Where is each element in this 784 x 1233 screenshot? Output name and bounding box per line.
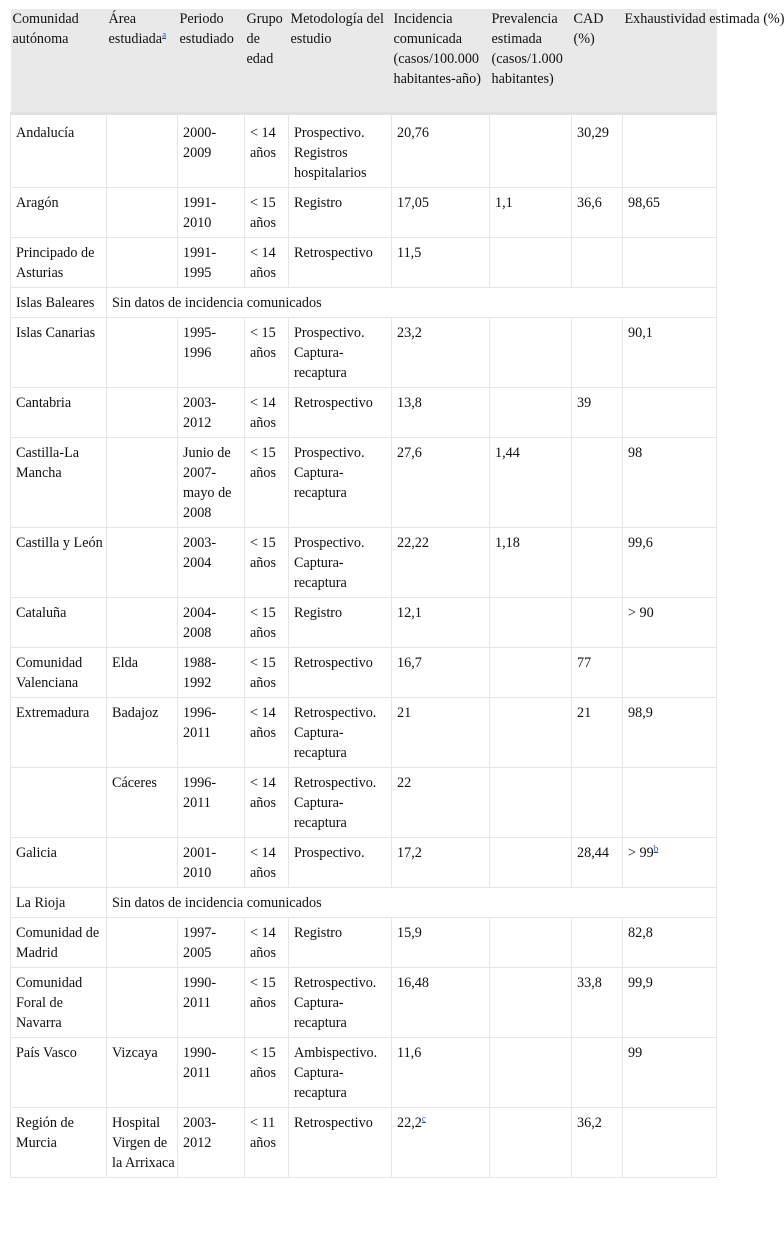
cell-periodo: 1997-2005 bbox=[178, 918, 245, 968]
table-row bbox=[11, 648, 717, 698]
cell-prevalencia bbox=[490, 768, 572, 838]
cell-exhaustividad bbox=[623, 114, 717, 188]
cell-edad: < 15 años bbox=[245, 968, 289, 1038]
cell-edad: < 14 años bbox=[245, 918, 289, 968]
cell-edad: < 14 años bbox=[245, 698, 289, 768]
cell-incidencia: 11,6 bbox=[392, 1038, 490, 1108]
footnote-link-c[interactable]: c bbox=[421, 1113, 426, 1124]
cell-incidencia: 11,5 bbox=[392, 238, 490, 288]
cell-area bbox=[107, 114, 178, 188]
cell-prevalencia bbox=[490, 918, 572, 968]
table-row bbox=[11, 318, 717, 388]
cell-area: Cáceres bbox=[107, 768, 178, 838]
cell-area bbox=[107, 968, 178, 1038]
cell-edad: < 15 años bbox=[245, 188, 289, 238]
cell-exhaustividad: 99 bbox=[623, 1038, 717, 1108]
table-body bbox=[11, 114, 717, 1178]
cell-incidencia: 17,2 bbox=[392, 838, 490, 888]
cell-area bbox=[107, 438, 178, 528]
cell-comunidad bbox=[11, 768, 107, 838]
cell-comunidad: Comunidad de Madrid bbox=[11, 918, 107, 968]
cell-cad bbox=[572, 1038, 623, 1108]
cell-incidencia: 13,8 bbox=[392, 388, 490, 438]
header-edad: Grupo de edad bbox=[245, 9, 289, 114]
cell-comunidad: La Rioja bbox=[11, 888, 107, 918]
table-row bbox=[11, 288, 717, 318]
cell-prevalencia bbox=[490, 698, 572, 768]
cell-area bbox=[107, 918, 178, 968]
cell-edad: < 14 años bbox=[245, 838, 289, 888]
cell-exhaustividad: 98,65 bbox=[623, 188, 717, 238]
cell-edad: < 15 años bbox=[245, 528, 289, 598]
cell-metodologia: Retrospectivo bbox=[289, 648, 392, 698]
table-row bbox=[11, 1108, 717, 1178]
cell-comunidad: Principado de Asturias bbox=[11, 238, 107, 288]
cell-edad: < 15 años bbox=[245, 648, 289, 698]
cell-prevalencia: 1,44 bbox=[490, 438, 572, 528]
cell-cad: 77 bbox=[572, 648, 623, 698]
cell-prevalencia bbox=[490, 1108, 572, 1178]
cell-incidencia: 20,76 bbox=[392, 114, 490, 188]
table-row bbox=[11, 968, 717, 1038]
header-cad: CAD (%) bbox=[572, 9, 623, 114]
table-row bbox=[11, 838, 717, 888]
cell-comunidad: Región de Murcia bbox=[11, 1108, 107, 1178]
header-row bbox=[11, 9, 717, 114]
cell-edad: < 14 años bbox=[245, 388, 289, 438]
header-exhaustividad: Exhaustividad estimada (%) bbox=[623, 9, 717, 114]
cell-exhaustividad: 99,6 bbox=[623, 528, 717, 598]
cell-cad bbox=[572, 438, 623, 528]
cell-comunidad: Comunidad Foral de Navarra bbox=[11, 968, 107, 1038]
cell-exhaustividad bbox=[623, 238, 717, 288]
cell-cad: 21 bbox=[572, 698, 623, 768]
header-incidencia: Incidencia comunicada (casos/100.000 habitantes-año) bbox=[392, 9, 490, 114]
cell-prevalencia bbox=[490, 238, 572, 288]
cell-metodologia: Prospectivo. Captura-recaptura bbox=[289, 318, 392, 388]
cell-prevalencia bbox=[490, 648, 572, 698]
cell-prevalencia: 1,18 bbox=[490, 528, 572, 598]
cell-comunidad: Andalucía bbox=[11, 114, 107, 188]
cell-prevalencia bbox=[490, 598, 572, 648]
cell-edad: < 14 años bbox=[245, 114, 289, 188]
header-prevalencia: Prevalencia estimada (casos/1.000 habitantes) bbox=[490, 9, 572, 114]
cell-edad: < 15 años bbox=[245, 598, 289, 648]
header-periodo: Periodo estudiado bbox=[178, 9, 245, 114]
cell-incidencia: 23,2 bbox=[392, 318, 490, 388]
cell-no-data: Sin datos de incidencia comunicados bbox=[107, 888, 717, 918]
cell-area bbox=[107, 388, 178, 438]
cell-prevalencia bbox=[490, 838, 572, 888]
cell-incidencia: 16,7 bbox=[392, 648, 490, 698]
cell-prevalencia bbox=[490, 318, 572, 388]
cell-periodo: 1996-2011 bbox=[178, 698, 245, 768]
header-comunidad: Comunidad autónoma bbox=[11, 9, 107, 114]
cell-edad: < 15 años bbox=[245, 1038, 289, 1108]
cell-periodo: 2003-2004 bbox=[178, 528, 245, 598]
cell-incidencia: 15,9 bbox=[392, 918, 490, 968]
cell-area bbox=[107, 528, 178, 598]
header-metodologia: Metodología del estudio bbox=[289, 9, 392, 114]
cell-metodologia: Prospectivo. Registros hospitalarios bbox=[289, 114, 392, 188]
cell-comunidad: Islas Canarias bbox=[11, 318, 107, 388]
cell-cad bbox=[572, 598, 623, 648]
cell-cad: 28,44 bbox=[572, 838, 623, 888]
cell-metodologia: Prospectivo. bbox=[289, 838, 392, 888]
cell-area bbox=[107, 598, 178, 648]
table-row bbox=[11, 438, 717, 528]
cell-periodo: 1991-2010 bbox=[178, 188, 245, 238]
cell-metodologia: Retrospectivo bbox=[289, 1108, 392, 1178]
cell-exhaustividad: 82,8 bbox=[623, 918, 717, 968]
cell-incidencia: 17,05 bbox=[392, 188, 490, 238]
table-row bbox=[11, 114, 717, 188]
cell-area: Vizcaya bbox=[107, 1038, 178, 1108]
table-row bbox=[11, 888, 717, 918]
table-row bbox=[11, 768, 717, 838]
cell-comunidad: Comunidad Valenciana bbox=[11, 648, 107, 698]
cell-periodo: 2003-2012 bbox=[178, 1108, 245, 1178]
footnote-link-a[interactable]: a bbox=[162, 29, 167, 40]
cell-incidencia: 12,1 bbox=[392, 598, 490, 648]
cell-edad: < 14 años bbox=[245, 238, 289, 288]
cell-cad: 33,8 bbox=[572, 968, 623, 1038]
cell-comunidad: Aragón bbox=[11, 188, 107, 238]
header-area: Área estudiada$^a$ bbox=[107, 9, 178, 114]
cell-periodo: 2003-2012 bbox=[178, 388, 245, 438]
cell-area: Badajoz bbox=[107, 698, 178, 768]
cell-comunidad: Cantabria bbox=[11, 388, 107, 438]
cell-edad: < 15 años bbox=[245, 438, 289, 528]
cell-periodo: 1990-2011 bbox=[178, 1038, 245, 1108]
cell-metodologia: Registro bbox=[289, 598, 392, 648]
cell-periodo: 1995-1996 bbox=[178, 318, 245, 388]
cell-exhaustividad bbox=[623, 648, 717, 698]
cell-cad bbox=[572, 318, 623, 388]
cell-edad: < 15 años bbox=[245, 318, 289, 388]
cell-exhaustividad: > 90 bbox=[623, 598, 717, 648]
cell-exhaustividad: 98,9 bbox=[623, 698, 717, 768]
table-row bbox=[11, 1038, 717, 1108]
cell-comunidad: Extremadura bbox=[11, 698, 107, 768]
cell-comunidad: Castilla-La Mancha bbox=[11, 438, 107, 528]
cell-edad: < 14 años bbox=[245, 768, 289, 838]
cell-area bbox=[107, 188, 178, 238]
cell-metodologia: Retrospectivo. Captura-recaptura bbox=[289, 698, 392, 768]
cell-periodo: 1996-2011 bbox=[178, 768, 245, 838]
cell-prevalencia bbox=[490, 114, 572, 188]
cell-metodologia: Retrospectivo. Captura-recaptura bbox=[289, 768, 392, 838]
cell-incidencia: 22,2$^c$ bbox=[392, 1108, 490, 1178]
cell-metodologia: Retrospectivo bbox=[289, 388, 392, 438]
cell-exhaustividad: 90,1 bbox=[623, 318, 717, 388]
table-row bbox=[11, 528, 717, 598]
cell-prevalencia bbox=[490, 968, 572, 1038]
cell-periodo: 2001-2010 bbox=[178, 838, 245, 888]
cell-periodo: 2000-2009 bbox=[178, 114, 245, 188]
table-row bbox=[11, 388, 717, 438]
cell-periodo: Junio de 2007-mayo de 2008 bbox=[178, 438, 245, 528]
cell-exhaustividad bbox=[623, 388, 717, 438]
cell-prevalencia bbox=[490, 388, 572, 438]
cell-area: Elda bbox=[107, 648, 178, 698]
cell-cad bbox=[572, 918, 623, 968]
cell-cad: 39 bbox=[572, 388, 623, 438]
cell-metodologia: Retrospectivo. Captura-recaptura bbox=[289, 968, 392, 1038]
cell-area bbox=[107, 318, 178, 388]
cell-cad bbox=[572, 768, 623, 838]
cell-periodo: 1991-1995 bbox=[178, 238, 245, 288]
cell-metodologia: Prospectivo. Captura-recaptura bbox=[289, 528, 392, 598]
cell-area bbox=[107, 238, 178, 288]
table-row bbox=[11, 698, 717, 768]
cell-exhaustividad: > 99$^b$ bbox=[623, 838, 717, 888]
cell-exhaustividad: 99,9 bbox=[623, 968, 717, 1038]
cell-metodologia: Ambispectivo. Captura-recaptura bbox=[289, 1038, 392, 1108]
cell-area bbox=[107, 838, 178, 888]
cell-metodologia: Retrospectivo bbox=[289, 238, 392, 288]
cell-area: Hospital Virgen de la Arrixaca bbox=[107, 1108, 178, 1178]
cell-periodo: 1988-1992 bbox=[178, 648, 245, 698]
cell-comunidad: Castilla y León bbox=[11, 528, 107, 598]
cell-cad: 36,6 bbox=[572, 188, 623, 238]
cell-exhaustividad: 98 bbox=[623, 438, 717, 528]
incidence-table bbox=[10, 9, 784, 1178]
table-row bbox=[11, 918, 717, 968]
cell-cad: 36,2 bbox=[572, 1108, 623, 1178]
cell-cad bbox=[572, 238, 623, 288]
table-row bbox=[11, 188, 717, 238]
table-row bbox=[11, 598, 717, 648]
cell-incidencia: 27,6 bbox=[392, 438, 490, 528]
cell-exhaustividad bbox=[623, 768, 717, 838]
cell-cad bbox=[572, 528, 623, 598]
cell-comunidad: Islas Baleares bbox=[11, 288, 107, 318]
cell-cad: 30,29 bbox=[572, 114, 623, 188]
cell-incidencia: 21 bbox=[392, 698, 490, 768]
cell-no-data: Sin datos de incidencia comunicados bbox=[107, 288, 717, 318]
cell-comunidad: Cataluña bbox=[11, 598, 107, 648]
cell-periodo: 2004-2008 bbox=[178, 598, 245, 648]
cell-comunidad: Galicia bbox=[11, 838, 107, 888]
cell-incidencia: 22,22 bbox=[392, 528, 490, 598]
cell-edad: < 11 años bbox=[245, 1108, 289, 1178]
table-row bbox=[11, 238, 717, 288]
cell-incidencia: 22 bbox=[392, 768, 490, 838]
cell-prevalencia: 1,1 bbox=[490, 188, 572, 238]
cell-metodologia: Registro bbox=[289, 188, 392, 238]
footnote-link-b[interactable]: b bbox=[653, 843, 659, 854]
table-header bbox=[11, 9, 784, 114]
cell-incidencia: 16,48 bbox=[392, 968, 490, 1038]
cell-metodologia: Registro bbox=[289, 918, 392, 968]
cell-periodo: 1990-2011 bbox=[178, 968, 245, 1038]
cell-exhaustividad bbox=[623, 1108, 717, 1178]
cell-metodologia: Prospectivo. Captura-recaptura bbox=[289, 438, 392, 528]
cell-comunidad: País Vasco bbox=[11, 1038, 107, 1108]
cell-prevalencia bbox=[490, 1038, 572, 1108]
